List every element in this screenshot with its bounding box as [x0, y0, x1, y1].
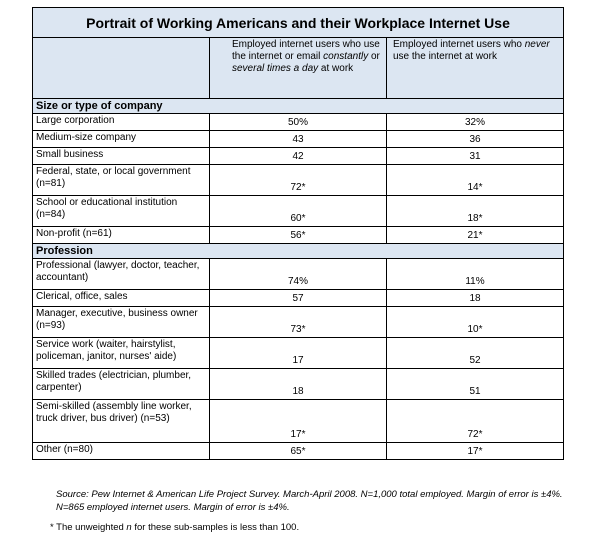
table-row — [33, 400, 564, 443]
table-row — [33, 131, 564, 148]
footnote-suffix: for these sub-samples is less than 100. — [131, 522, 300, 533]
source-note: Source: Pew Internet & American Life Project Survey. March-April 2008. N=1,000 total employed. Margin of error is ±4%. N=865 employed internet users. Margin of error is ±4%. — [56, 489, 563, 513]
section-label: Profession — [33, 244, 564, 259]
value-frequent: 42 — [210, 148, 387, 165]
row-label: Manager, executive, business owner (n=93) — [33, 307, 210, 338]
column-header-blank — [33, 38, 210, 99]
col2-suffix: at work — [318, 63, 354, 74]
footnote — [50, 522, 299, 534]
value-frequent: 72* — [210, 165, 387, 196]
value-never: 51 — [387, 369, 564, 400]
value-never: 11% — [387, 259, 564, 290]
value-never: 32% — [387, 114, 564, 131]
value-never: 31 — [387, 148, 564, 165]
row-label: Service work (waiter, hairstylist, policeman, janitor, nurses' aide) — [33, 338, 210, 369]
table-row — [33, 114, 564, 131]
survey-table — [32, 7, 564, 460]
section-header-row — [33, 99, 564, 114]
col2-prefix: Employed internet users who use the internet or email — [232, 39, 380, 62]
survey-table-container — [32, 7, 564, 460]
col2-emphasis-constantly: constantly — [323, 51, 369, 62]
value-never: 21* — [387, 227, 564, 244]
value-frequent: 43 — [210, 131, 387, 148]
value-frequent: 56* — [210, 227, 387, 244]
col3-suffix: use the internet at work — [393, 51, 497, 62]
value-never: 52 — [387, 338, 564, 369]
value-never: 14* — [387, 165, 564, 196]
title-row — [33, 8, 564, 38]
col2-emphasis-several-times: several times a day — [232, 63, 319, 74]
value-never: 36 — [387, 131, 564, 148]
section-label: Size or type of company — [33, 99, 564, 114]
value-never: 18 — [387, 290, 564, 307]
value-never: 10* — [387, 307, 564, 338]
footnote-n: n — [126, 522, 132, 533]
row-label: Federal, state, or local government (n=81) — [33, 165, 210, 196]
table-row — [33, 443, 564, 460]
value-never: 72* — [387, 400, 564, 443]
value-frequent: 73* — [210, 307, 387, 338]
table-row — [33, 338, 564, 369]
table-row — [33, 259, 564, 290]
value-frequent: 57 — [210, 290, 387, 307]
col3-prefix: Employed internet users who — [393, 39, 525, 50]
col3-emphasis-never: never — [524, 39, 550, 50]
row-label: Medium-size company — [33, 131, 210, 148]
row-label: Professional (lawyer, doctor, teacher, accountant) — [33, 259, 210, 290]
value-frequent: 60* — [210, 196, 387, 227]
table-row — [33, 196, 564, 227]
table-row — [33, 307, 564, 338]
value-frequent: 74% — [210, 259, 387, 290]
row-label: Clerical, office, sales — [33, 290, 210, 307]
row-label: Skilled trades (electrician, plumber, carpenter) — [33, 369, 210, 400]
value-frequent: 18 — [210, 369, 387, 400]
column-header-row — [33, 38, 564, 99]
table-title: Portrait of Working Americans and their Workplace Internet Use — [33, 8, 564, 38]
table-row — [33, 165, 564, 196]
table-row — [33, 227, 564, 244]
table-row — [33, 369, 564, 400]
column-header-never-users — [387, 38, 564, 99]
value-never: 18* — [387, 196, 564, 227]
section-header-row — [33, 244, 564, 259]
row-label: Large corporation — [33, 114, 210, 131]
table-row — [33, 148, 564, 165]
value-frequent: 50% — [210, 114, 387, 131]
table-row — [33, 290, 564, 307]
row-label: Non-profit (n=61) — [33, 227, 210, 244]
row-label: Small business — [33, 148, 210, 165]
row-label: Semi-skilled (assembly line worker, truck driver, bus driver) (n=53) — [33, 400, 210, 443]
value-frequent: 17* — [210, 400, 387, 443]
footnote-prefix: * The unweighted — [50, 522, 127, 533]
value-never: 17* — [387, 443, 564, 460]
value-frequent: 65* — [210, 443, 387, 460]
col2-mid: or — [368, 51, 380, 62]
row-label: School or educational institution (n=84) — [33, 196, 210, 227]
row-label: Other (n=80) — [33, 443, 210, 460]
value-frequent: 17 — [210, 338, 387, 369]
column-header-frequent-users — [210, 38, 387, 99]
